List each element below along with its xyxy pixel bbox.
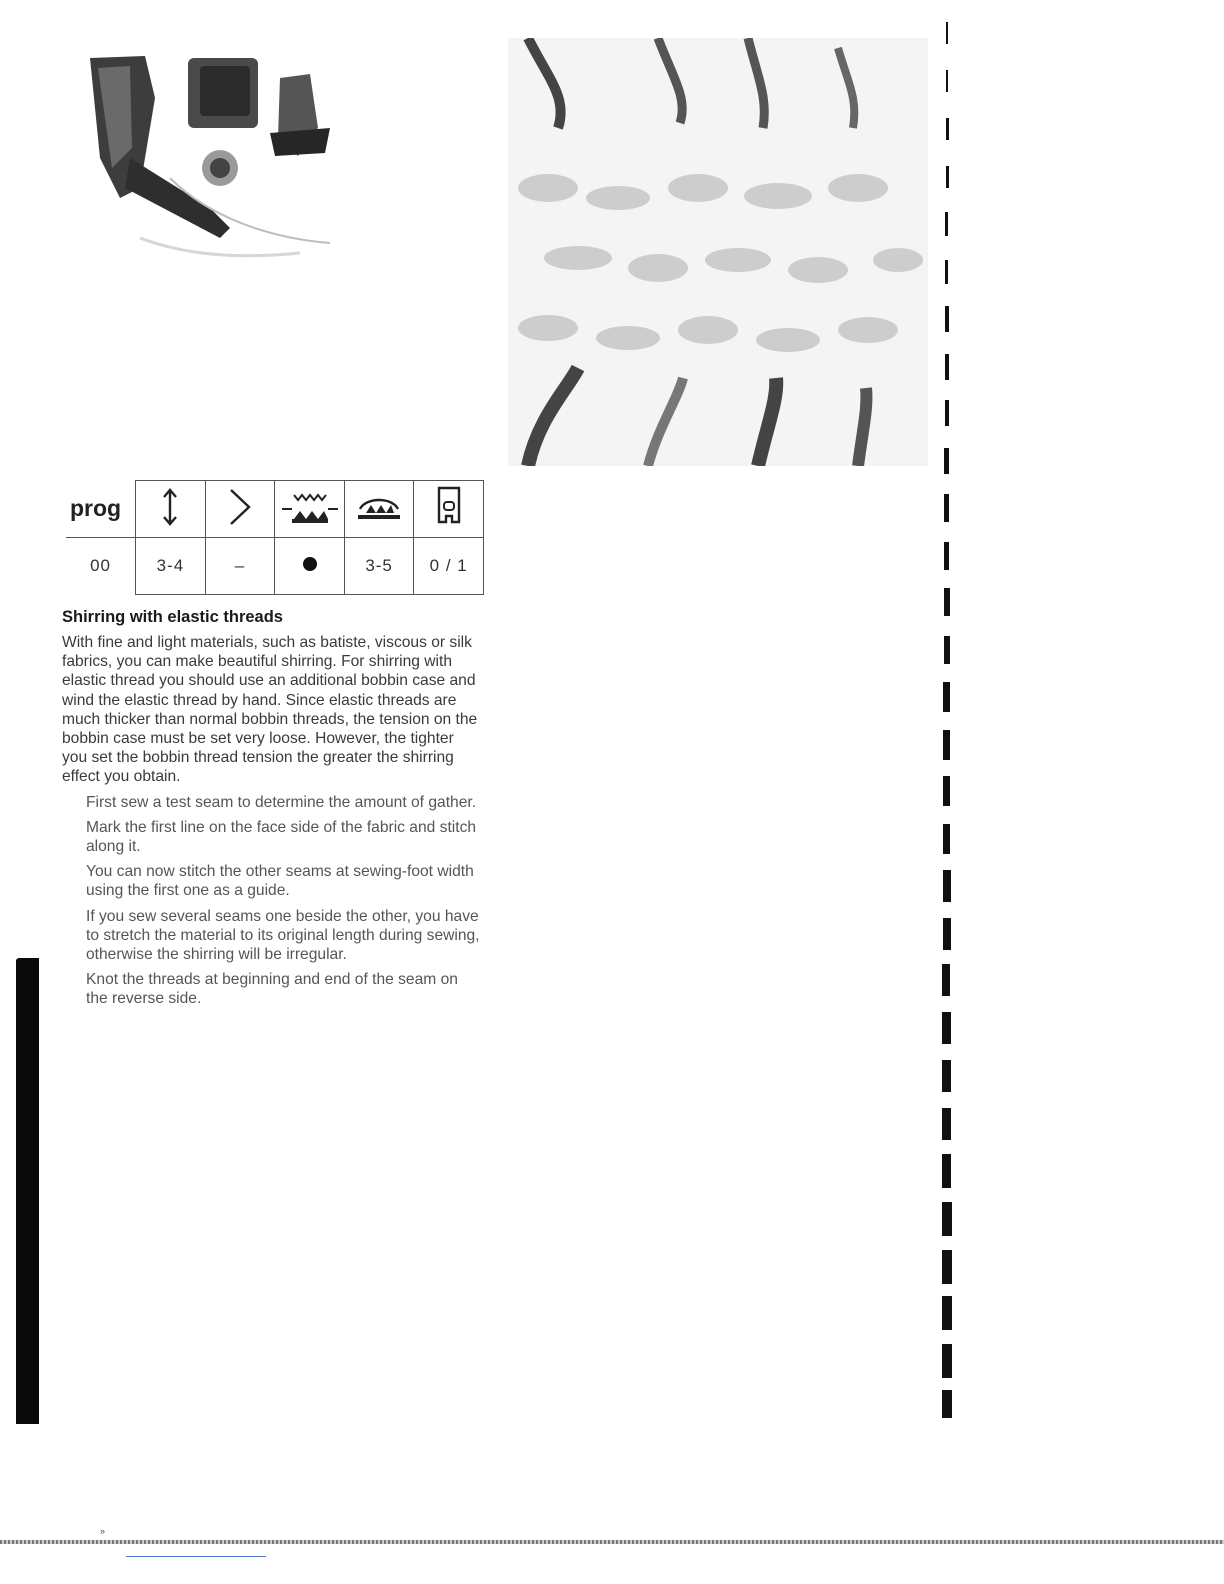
page-mark: » [100,1526,106,1536]
section-heading: Shirring with elastic threads [62,608,283,626]
prog-label: prog [66,481,136,538]
intro-paragraph: With fine and light materials, such as batiste, viscous or silk fabrics, you can make beautiful shirring. For shirring with elastic thread you should use an additional bobbin case and wind the elastic thread by hand. Since elastic threads are much thicker than normal bobbin threads, the tension on the bobbin case must be set very loose. However, the tighter you set the bobbin thread tension the greater the shirring effect you obtain. [62,634,478,786]
stitch-width-value: – [205,538,275,595]
upper-tension-icon [344,481,414,538]
list-item: Knot the threads at beginning and end of the seam on the reverse side. [86,971,458,1008]
list-item: First sew a test seam to determine the amount of gather. [86,793,477,811]
instructions [62,608,482,1015]
list-item: You can now stitch the other seams at sewing-foot width using the first one as a guide. [86,863,474,900]
bottom-link-line [126,1556,266,1557]
prog-value: 00 [66,538,136,595]
feed-dog-dot-icon [303,557,317,571]
foot-value: 0 / 1 [414,538,484,595]
stitch-length-icon [136,481,206,538]
presser-foot-icon [414,481,484,538]
feed-dog-icon [275,481,345,538]
steps-list [62,793,482,1009]
stitch-length-value: 3-4 [136,538,206,595]
bottom-rule [0,1540,1224,1544]
tension-value: 3-5 [344,538,414,595]
shirred-fabric-photo [508,38,928,466]
binding-marks [940,0,954,1420]
page-edge-bar [16,958,39,1424]
presser-foot-photo [70,38,350,288]
list-item: If you sew several seams one beside the other, you have to stretch the material to its original length during sewing, otherwise the shirring will be irregular. [86,907,480,964]
feed-dog-value [275,538,345,595]
settings-table [66,480,484,595]
list-item: Mark the first line on the face side of the fabric and stitch along it. [86,818,477,856]
stitch-width-icon [205,481,275,538]
